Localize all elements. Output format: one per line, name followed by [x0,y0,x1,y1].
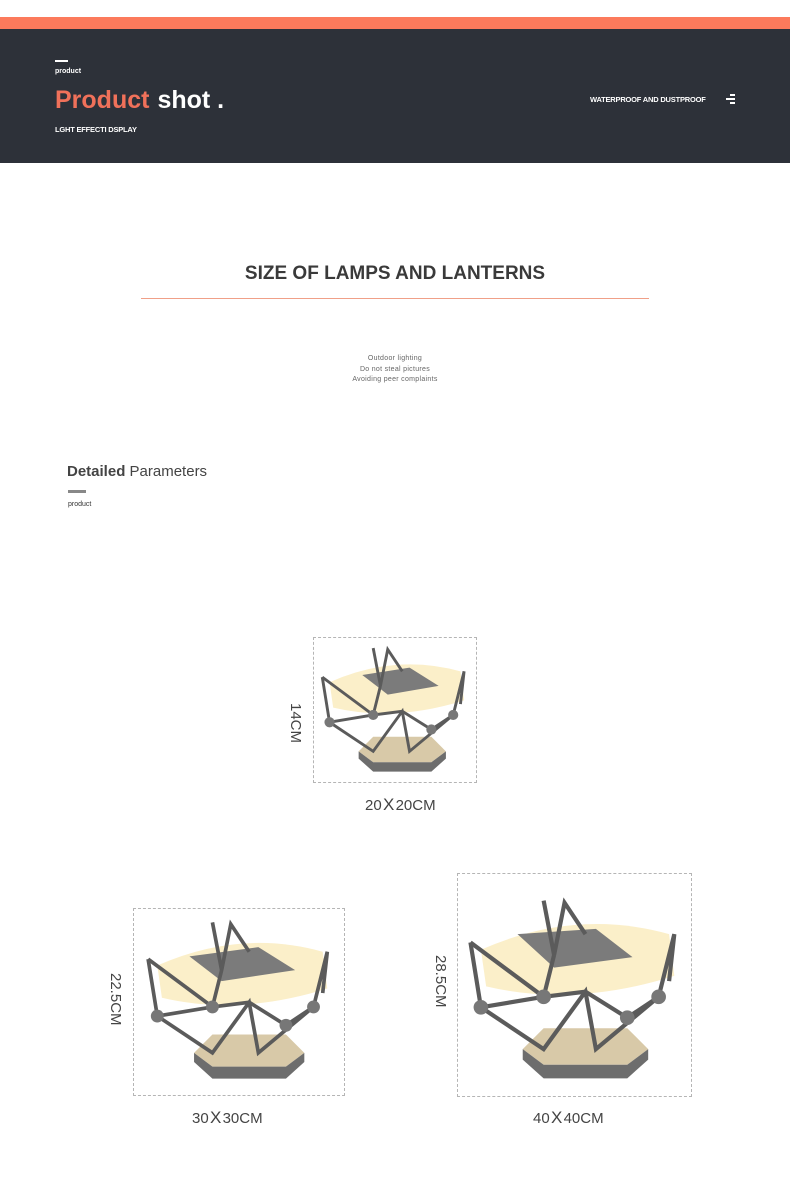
title-rest: shot . [157,86,225,114]
params-bold: Detailed [67,463,126,480]
dash-decoration [55,60,68,62]
size-label: 20 X 20CM [365,795,436,814]
accent-strip [0,17,790,29]
notice-text [0,354,790,386]
title-accent: Product [55,86,150,114]
lamp-image-large [460,890,690,1088]
dash-decoration [68,490,86,493]
params-heading [67,463,207,480]
header-small-label: product [55,68,82,75]
note-line: Do not steal pictures [359,365,431,373]
height-label: 22.5CM [107,973,124,1026]
header-subtitle: LGHT EFFECTI DSPLAY [55,125,137,134]
note-line: Avoiding peer complaints [352,376,438,383]
size-label: 40 X 40CM [533,1108,604,1127]
height-label: 14CM [287,703,304,744]
lamp-image-small [315,642,475,777]
lamp-image-medium [135,915,345,1085]
params-small-label: product [68,501,92,508]
height-label: 28.5CM [432,955,449,1008]
divider [141,298,649,299]
header-right-label: WATERPROOF AND DUSTPROOF [590,95,706,104]
section-heading: SIZE OF LAMPS AND LANTERNS [244,263,546,284]
params-rest: Parameters [129,463,208,480]
note-line: Outdoor lighting [367,355,423,362]
page-title [55,86,224,115]
menu-icon[interactable] [726,94,736,106]
size-label: 30 X 30CM [192,1108,263,1127]
